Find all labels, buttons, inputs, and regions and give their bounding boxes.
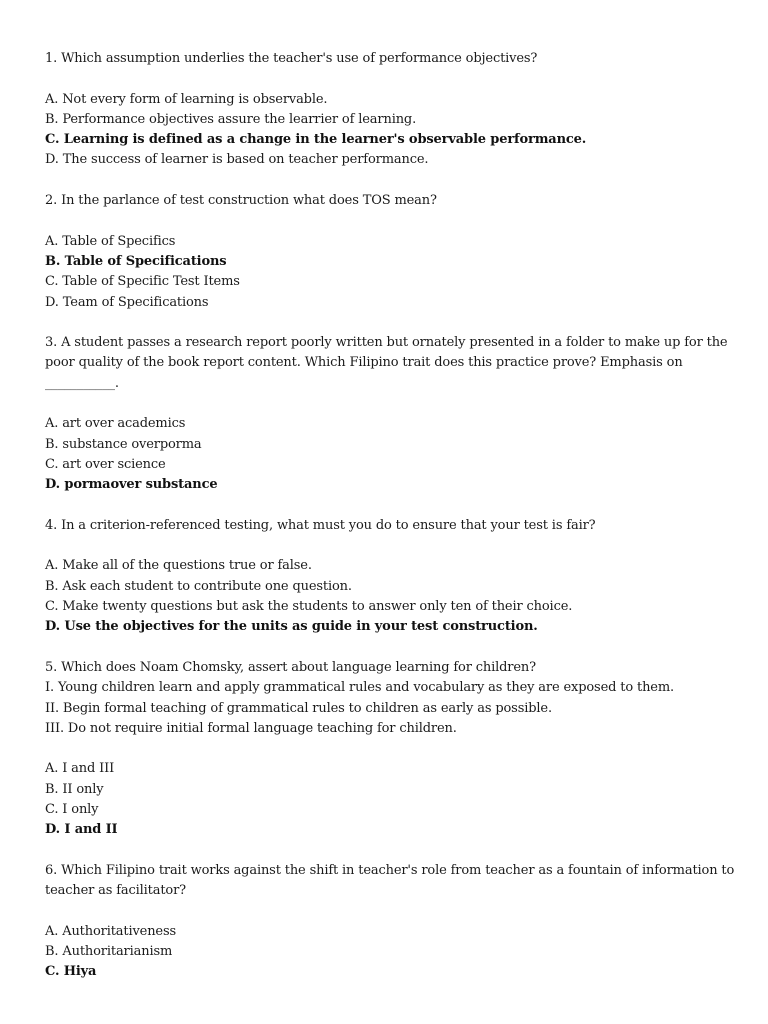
answer-option: A. Table of Specifics — [45, 233, 176, 249]
correct-answer-option: D. pormaover substance — [45, 477, 218, 493]
question-text-line: I. Young children learn and apply grammatical rules and vocabulary as they are exposed to them. — [45, 680, 675, 696]
question-text-line: II. Begin formal teaching of grammatical rules to children as early as possible. — [45, 700, 552, 716]
answer-options — [45, 759, 735, 840]
document-page — [45, 49, 735, 1003]
answer-option: A. art over academics — [45, 416, 186, 432]
question-2 — [45, 191, 735, 313]
correct-answer-option: D. Use the objectives for the units as guide in your test construction. — [45, 619, 538, 635]
answer-options — [45, 556, 735, 637]
answer-option: C. I only — [45, 801, 99, 817]
answer-option: D. Team of Specifications — [45, 294, 209, 310]
correct-answer-option: C. Learning is defined as a change in the learner's observable performance. — [45, 132, 587, 148]
question-text-line: 5. Which does Noam Chomsky, assert about language learning for children? — [45, 659, 536, 675]
question-6 — [45, 861, 735, 983]
answer-option: A. Make all of the questions true or false. — [45, 558, 312, 574]
answer-options — [45, 414, 735, 495]
question-3 — [45, 333, 735, 495]
question-text-line: 6. Which Filipino trait works against the shift in teacher's role from teacher as a fountain of information to teacher as facilitator? — [45, 862, 735, 899]
question-text-line: 3. A student passes a research report poorly written but ornately presented in a folder to make up for the poor quality of the book report content. Which Filipino trait does this practice prove? Emphasis on ___________. — [45, 335, 728, 391]
answer-option: C. Table of Specific Test Items — [45, 274, 240, 290]
answer-option: B. Ask each student to contribute one question. — [45, 578, 352, 594]
answer-options — [45, 90, 735, 171]
question-5 — [45, 658, 735, 841]
question-text-line: 4. In a criterion-referenced testing, what must you do to ensure that your test is fair? — [45, 517, 596, 533]
question-text-line: 2. In the parlance of test construction what does TOS mean? — [45, 193, 437, 209]
answer-option: B. Performance objectives assure the learrier of learning. — [45, 111, 417, 127]
answer-option: B. II only — [45, 781, 104, 797]
answer-option: A. Authoritativeness — [45, 923, 177, 939]
correct-answer-option: C. Hiya — [45, 964, 97, 980]
question-4 — [45, 516, 735, 638]
answer-option: B. substance overporma — [45, 436, 202, 452]
answer-options — [45, 922, 735, 983]
answer-option: A. I and III — [45, 761, 115, 777]
answer-option: A. Not every form of learning is observable. — [45, 91, 328, 107]
question-stem — [45, 516, 735, 536]
answer-option: B. Authoritarianism — [45, 944, 173, 960]
question-stem — [45, 191, 735, 211]
answer-option: D. The success of learner is based on teacher performance. — [45, 152, 429, 168]
question-text-line: III. Do not require initial formal language teaching for children. — [45, 720, 457, 736]
answer-option: C. art over science — [45, 456, 166, 472]
question-stem — [45, 658, 735, 739]
question-stem — [45, 861, 735, 902]
answer-option: C. Make twenty questions but ask the students to answer only ten of their choice. — [45, 599, 573, 615]
question-stem — [45, 49, 735, 69]
question-text-line: 1. Which assumption underlies the teacher's use of performance objectives? — [45, 51, 538, 66]
question-stem — [45, 333, 735, 394]
answer-options — [45, 232, 735, 313]
correct-answer-option: D. I and II — [45, 822, 118, 838]
correct-answer-option: B. Table of Specifications — [45, 253, 227, 269]
question-1 — [45, 49, 735, 171]
